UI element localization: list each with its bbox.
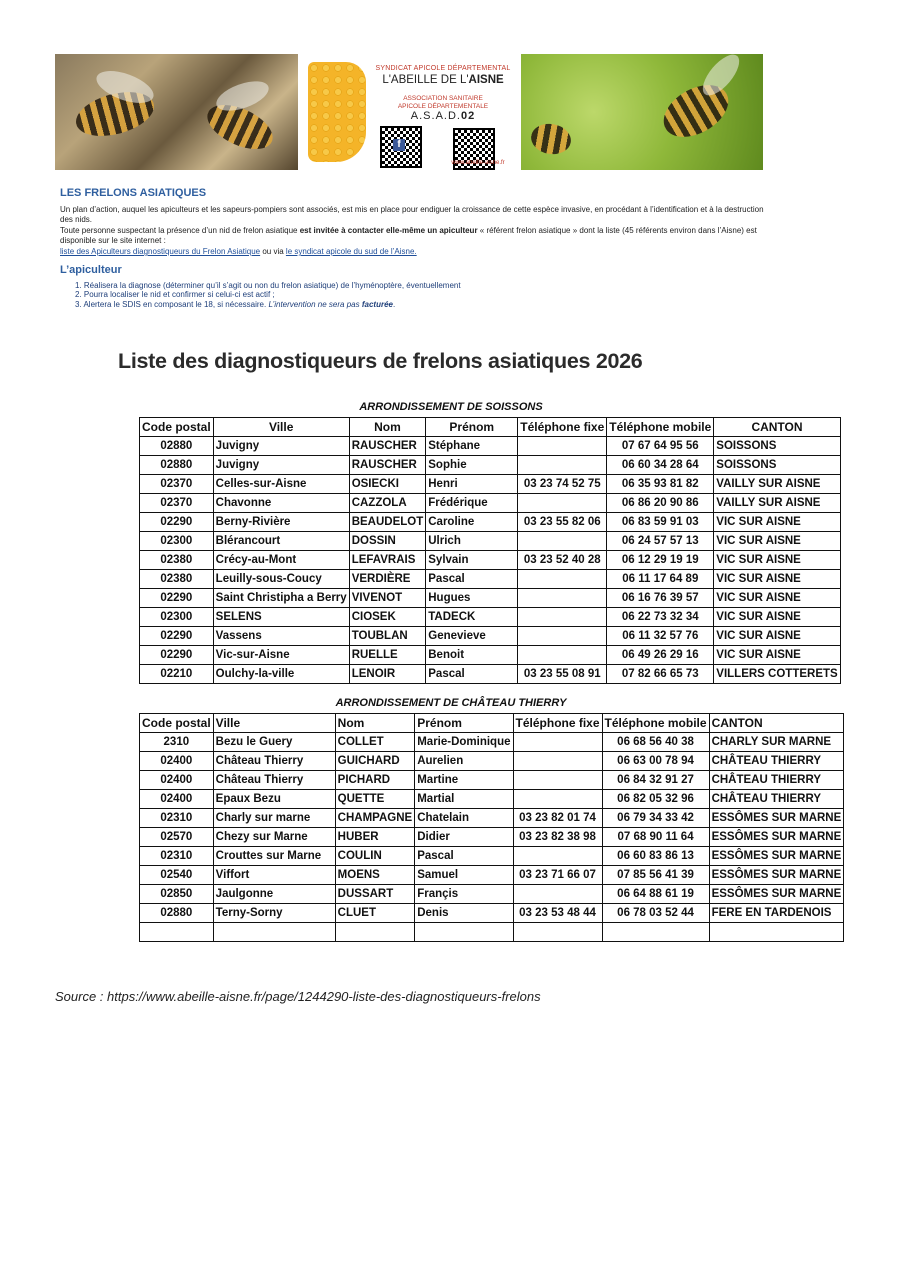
table-cell: 02380 bbox=[140, 570, 214, 589]
table-cell: 06 49 26 29 16 bbox=[607, 646, 714, 665]
column-header: Ville bbox=[213, 418, 349, 437]
table-cell: CIOSEK bbox=[349, 608, 426, 627]
table-cell: Chavonne bbox=[213, 494, 349, 513]
column-header: Téléphone fixe bbox=[513, 714, 602, 733]
link-syndicat-sud-aisne[interactable]: le syndicat apicole du sud de l’Aisne. bbox=[285, 247, 417, 256]
table-cell: 02290 bbox=[140, 589, 214, 608]
section-heading-apiculteur: L’apiculteur bbox=[60, 264, 122, 276]
table-row bbox=[140, 847, 844, 866]
logo-asad: A.S.A.D.02 bbox=[410, 110, 476, 122]
table-cell: 02290 bbox=[140, 627, 214, 646]
table-row bbox=[140, 608, 841, 627]
table-header-row bbox=[140, 714, 844, 733]
table-cell: 06 22 73 32 34 bbox=[607, 608, 714, 627]
table-cell bbox=[518, 437, 607, 456]
table-cell: HUBER bbox=[335, 828, 415, 847]
table-cell: 02400 bbox=[140, 790, 214, 809]
table-cell bbox=[518, 532, 607, 551]
table-cell: Aurelien bbox=[415, 752, 513, 771]
table-cell: 02310 bbox=[140, 809, 214, 828]
column-header: Téléphone mobile bbox=[602, 714, 709, 733]
step-item: 1. Réalisera la diagnose (déterminer qu’il s’agit ou non du frelon asiatique) de l’hyménoptère, éventuellement bbox=[75, 281, 461, 290]
table-cell: Jaulgonne bbox=[213, 885, 335, 904]
table-row bbox=[140, 885, 844, 904]
section-heading-frelons: LES FRELONS ASIATIQUES bbox=[60, 187, 207, 199]
table-row bbox=[140, 809, 844, 828]
table-cell: RAUSCHER bbox=[349, 456, 426, 475]
table-row bbox=[140, 752, 844, 771]
table-cell bbox=[518, 570, 607, 589]
table-cell: 06 35 93 81 82 bbox=[607, 475, 714, 494]
table-cell: 02880 bbox=[140, 437, 214, 456]
table-row bbox=[140, 733, 844, 752]
table-chateau-thierry bbox=[139, 713, 844, 942]
table-cell bbox=[518, 456, 607, 475]
empty-table-row bbox=[140, 923, 844, 942]
header-banner bbox=[55, 54, 763, 170]
table-cell: Henri bbox=[426, 475, 518, 494]
table-cell: Didier bbox=[415, 828, 513, 847]
table-cell: 06 11 32 57 76 bbox=[607, 627, 714, 646]
table-cell: Crécy-au-Mont bbox=[213, 551, 349, 570]
table-cell: 02400 bbox=[140, 771, 214, 790]
table-cell: VIC SUR AISNE bbox=[714, 589, 840, 608]
table-cell: VIC SUR AISNE bbox=[714, 513, 840, 532]
table-cell: 02570 bbox=[140, 828, 214, 847]
table-cell: 06 16 76 39 57 bbox=[607, 589, 714, 608]
table-cell: Ulrich bbox=[426, 532, 518, 551]
table-cell: 02540 bbox=[140, 866, 214, 885]
table-cell: 02210 bbox=[140, 665, 214, 684]
step-item: 2. Pourra localiser le nid et confirmer si celui-ci est actif ; bbox=[75, 290, 275, 300]
table-cell: 06 84 32 91 27 bbox=[602, 771, 709, 790]
page-title: Liste des diagnostiqueurs de frelons asiatiques 2026 bbox=[118, 349, 643, 373]
column-header: Code postal bbox=[140, 714, 214, 733]
table-cell: 02880 bbox=[140, 904, 214, 923]
table-cell: Pascal bbox=[426, 665, 518, 684]
table-cell: 03 23 82 38 98 bbox=[513, 828, 602, 847]
table-cell: Vassens bbox=[213, 627, 349, 646]
table-cell: LENOIR bbox=[349, 665, 426, 684]
facebook-icon: f bbox=[393, 139, 405, 151]
table-cell: VERDIÈRE bbox=[349, 570, 426, 589]
table-cell: ESSÔMES SUR MARNE bbox=[709, 847, 844, 866]
logo-website-url: www.abeille-aisne.fr bbox=[451, 160, 505, 166]
table-cell: LEFAVRAIS bbox=[349, 551, 426, 570]
table-cell bbox=[513, 752, 602, 771]
column-header: Prénom bbox=[415, 714, 513, 733]
table-cell: 02290 bbox=[140, 513, 214, 532]
table-cell: TOUBLAN bbox=[349, 627, 426, 646]
table-cell: CHÂTEAU THIERRY bbox=[709, 771, 844, 790]
column-header: CANTON bbox=[709, 714, 844, 733]
table-cell: 02880 bbox=[140, 456, 214, 475]
table-cell: VIC SUR AISNE bbox=[714, 608, 840, 627]
table-row bbox=[140, 494, 841, 513]
table-row bbox=[140, 646, 841, 665]
table-cell: ESSÔMES SUR MARNE bbox=[709, 828, 844, 847]
table-cell: VAILLY SUR AISNE bbox=[714, 475, 840, 494]
table-cell: SOISSONS bbox=[714, 437, 840, 456]
table-cell: Leuilly-sous-Coucy bbox=[213, 570, 349, 589]
bees-photo-left bbox=[55, 54, 298, 170]
table-cell: Juvigny bbox=[213, 456, 349, 475]
table-soissons bbox=[139, 417, 841, 684]
table-cell: 02370 bbox=[140, 494, 214, 513]
table-cell: Epaux Bezu bbox=[213, 790, 335, 809]
table-cell bbox=[513, 885, 602, 904]
table-cell: CHÂTEAU THIERRY bbox=[709, 752, 844, 771]
table-cell bbox=[513, 847, 602, 866]
table-cell: 02300 bbox=[140, 532, 214, 551]
table-cell: GUICHARD bbox=[335, 752, 415, 771]
table-cell: FERE EN TARDENOIS bbox=[709, 904, 844, 923]
table-cell: 03 23 55 82 06 bbox=[518, 513, 607, 532]
association-logo bbox=[298, 54, 521, 170]
table-cell: 02310 bbox=[140, 847, 214, 866]
link-diagnostiqueurs-list[interactable]: liste des Apiculteurs diagnostiqueurs du Frelon Asiatique bbox=[60, 247, 261, 256]
table-row bbox=[140, 437, 841, 456]
table-cell: 06 83 59 91 03 bbox=[607, 513, 714, 532]
table-cell: Françis bbox=[415, 885, 513, 904]
table-cell: TADECK bbox=[426, 608, 518, 627]
table-cell: Château Thierry bbox=[213, 771, 335, 790]
column-header: Code postal bbox=[140, 418, 214, 437]
column-header: Nom bbox=[335, 714, 415, 733]
table-row bbox=[140, 790, 844, 809]
table-cell: Juvigny bbox=[213, 437, 349, 456]
table-cell: 07 85 56 41 39 bbox=[602, 866, 709, 885]
table-cell: Saint Christipha a Berry bbox=[213, 589, 349, 608]
table-cell: 02400 bbox=[140, 752, 214, 771]
table-cell: 06 79 34 33 42 bbox=[602, 809, 709, 828]
table-cell: VIC SUR AISNE bbox=[714, 646, 840, 665]
table-row bbox=[140, 866, 844, 885]
table-cell: 02380 bbox=[140, 551, 214, 570]
table-cell: 07 67 64 95 56 bbox=[607, 437, 714, 456]
table-row bbox=[140, 828, 844, 847]
table-cell: CHÂTEAU THIERRY bbox=[709, 790, 844, 809]
table-cell: Oulchy-la-ville bbox=[213, 665, 349, 684]
table-cell: VIC SUR AISNE bbox=[714, 570, 840, 589]
table-cell: Samuel bbox=[415, 866, 513, 885]
table-cell: 06 82 05 32 96 bbox=[602, 790, 709, 809]
logo-association-text: ASSOCIATION SANITAIRE APICOLE DÉPARTEMENTALE bbox=[397, 95, 489, 110]
table-cell: 03 23 74 52 75 bbox=[518, 475, 607, 494]
column-header: Ville bbox=[213, 714, 335, 733]
table-cell: Denis bbox=[415, 904, 513, 923]
column-header: Prénom bbox=[426, 418, 518, 437]
table-cell: COULIN bbox=[335, 847, 415, 866]
table-cell bbox=[518, 608, 607, 627]
table-header-row bbox=[140, 418, 841, 437]
table-cell: Marie-Dominique bbox=[415, 733, 513, 752]
table-cell: Stéphane bbox=[426, 437, 518, 456]
table-cell: Genevieve bbox=[426, 627, 518, 646]
table-cell: COLLET bbox=[335, 733, 415, 752]
table-row bbox=[140, 627, 841, 646]
table-cell: 03 23 55 08 91 bbox=[518, 665, 607, 684]
table-cell: Celles-sur-Aisne bbox=[213, 475, 349, 494]
table-row bbox=[140, 589, 841, 608]
table-row bbox=[140, 570, 841, 589]
table-cell: QUETTE bbox=[335, 790, 415, 809]
table-cell: VIVENOT bbox=[349, 589, 426, 608]
table-cell: VIC SUR AISNE bbox=[714, 532, 840, 551]
table-cell: PICHARD bbox=[335, 771, 415, 790]
table-cell: Pascal bbox=[426, 570, 518, 589]
table-row bbox=[140, 771, 844, 790]
table-cell: 06 11 17 64 89 bbox=[607, 570, 714, 589]
table-cell: Benoit bbox=[426, 646, 518, 665]
table-cell: Martial bbox=[415, 790, 513, 809]
table-cell: Martine bbox=[415, 771, 513, 790]
table-cell: Frédérique bbox=[426, 494, 518, 513]
table-cell: Bezu le Guery bbox=[213, 733, 335, 752]
column-header: Téléphone mobile bbox=[607, 418, 714, 437]
table-cell bbox=[513, 790, 602, 809]
table-cell: Terny-Sorny bbox=[213, 904, 335, 923]
table-cell: 07 68 90 11 64 bbox=[602, 828, 709, 847]
table-cell: Sophie bbox=[426, 456, 518, 475]
table-row bbox=[140, 551, 841, 570]
table-cell: 03 23 71 66 07 bbox=[513, 866, 602, 885]
arrondissement-chateau-title: ARRONDISSEMENT DE CHÂTEAU THIERRY bbox=[335, 697, 567, 709]
table-cell: MOENS bbox=[335, 866, 415, 885]
table-cell: DOSSIN bbox=[349, 532, 426, 551]
table-cell: Pascal bbox=[415, 847, 513, 866]
table-cell: CHAMPAGNE bbox=[335, 809, 415, 828]
table-cell: Caroline bbox=[426, 513, 518, 532]
source-note: Source : https://www.abeille-aisne.fr/page/1244290-liste-des-diagnostiqueurs-frelons bbox=[55, 989, 541, 1004]
table-cell: Viffort bbox=[213, 866, 335, 885]
table-cell: 02300 bbox=[140, 608, 214, 627]
contact-paragraph: Toute personne suspectant la présence d’un nid de frelon asiatique est invitée à contacter elle-même un apiculteur « référent frelon asiatique » dont la liste (45 référents environ dans l’Aisne) est disponible sur le site internet : bbox=[60, 226, 757, 245]
table-row bbox=[140, 532, 841, 551]
table-cell: CHARLY SUR MARNE bbox=[709, 733, 844, 752]
table-cell: VAILLY SUR AISNE bbox=[714, 494, 840, 513]
table-cell: 07 82 66 65 73 bbox=[607, 665, 714, 684]
arrondissement-soissons-title: ARRONDISSEMENT DE SOISSONS bbox=[359, 401, 543, 413]
logo-syndicat-text: SYNDICAT APICOLE DÉPARTEMENTAL bbox=[375, 65, 511, 72]
table-cell: 03 23 52 40 28 bbox=[518, 551, 607, 570]
table-cell: VILLERS COTTERETS bbox=[714, 665, 840, 684]
table-row bbox=[140, 513, 841, 532]
table-cell: 02290 bbox=[140, 646, 214, 665]
links-line: liste des Apiculteurs diagnostiqueurs du Frelon Asiatique ou via le syndicat apicole du sud de l’Aisne. bbox=[60, 247, 417, 256]
table-cell: 02370 bbox=[140, 475, 214, 494]
table-cell: Blérancourt bbox=[213, 532, 349, 551]
table-cell bbox=[518, 646, 607, 665]
table-cell: Chezy sur Marne bbox=[213, 828, 335, 847]
column-header: Téléphone fixe bbox=[518, 418, 607, 437]
table-cell: ESSÔMES SUR MARNE bbox=[709, 809, 844, 828]
table-cell: OSIECKI bbox=[349, 475, 426, 494]
honeycomb-map-icon bbox=[308, 62, 366, 162]
table-cell: RAUSCHER bbox=[349, 437, 426, 456]
table-cell: CLUET bbox=[335, 904, 415, 923]
table-cell bbox=[518, 627, 607, 646]
table-row bbox=[140, 456, 841, 475]
column-header: Nom bbox=[349, 418, 426, 437]
bee-photo-right bbox=[521, 54, 763, 170]
intro-paragraph: Un plan d’action, auquel les apiculteurs et les sapeurs-pompiers sont associés, est mis en place pour endiguer la croissance de cette espèce invasive, en procédant à l’identification et à la destruction des nids. bbox=[60, 205, 764, 224]
table-cell: Berny-Rivière bbox=[213, 513, 349, 532]
table-cell: 03 23 53 48 44 bbox=[513, 904, 602, 923]
table-cell: VIC SUR AISNE bbox=[714, 627, 840, 646]
table-cell bbox=[518, 589, 607, 608]
table-cell: CAZZOLA bbox=[349, 494, 426, 513]
table-cell: SOISSONS bbox=[714, 456, 840, 475]
table-cell: VIC SUR AISNE bbox=[714, 551, 840, 570]
table-cell: 02850 bbox=[140, 885, 214, 904]
table-cell: 06 78 03 52 44 bbox=[602, 904, 709, 923]
table-cell: Sylvain bbox=[426, 551, 518, 570]
table-cell: RUELLE bbox=[349, 646, 426, 665]
table-cell: 06 68 56 40 38 bbox=[602, 733, 709, 752]
table-cell: 06 60 34 28 64 bbox=[607, 456, 714, 475]
logo-brand-title: L'ABEILLE DE L'AISNE bbox=[382, 74, 504, 86]
table-cell: 06 86 20 90 86 bbox=[607, 494, 714, 513]
table-cell bbox=[518, 494, 607, 513]
step-item: 3. Alertera le SDIS en composant le 18, si nécessaire. L’intervention ne sera pas facturée. bbox=[75, 299, 396, 309]
table-cell: Chatelain bbox=[415, 809, 513, 828]
table-cell: 06 64 88 61 19 bbox=[602, 885, 709, 904]
table-cell: BEAUDELOT bbox=[349, 513, 426, 532]
table-cell: 06 63 00 78 94 bbox=[602, 752, 709, 771]
table-cell: ESSÔMES SUR MARNE bbox=[709, 866, 844, 885]
table-cell: Château Thierry bbox=[213, 752, 335, 771]
table-cell bbox=[513, 733, 602, 752]
table-row bbox=[140, 475, 841, 494]
table-cell: 2310 bbox=[140, 733, 214, 752]
table-cell: SELENS bbox=[213, 608, 349, 627]
table-cell: Crouttes sur Marne bbox=[213, 847, 335, 866]
table-cell: 06 60 83 86 13 bbox=[602, 847, 709, 866]
table-cell: Vic-sur-Aisne bbox=[213, 646, 349, 665]
table-cell: ESSÔMES SUR MARNE bbox=[709, 885, 844, 904]
table-cell: Hugues bbox=[426, 589, 518, 608]
apiculteur-steps bbox=[75, 281, 461, 309]
table-cell bbox=[513, 771, 602, 790]
table-cell: 03 23 82 01 74 bbox=[513, 809, 602, 828]
table-row bbox=[140, 904, 844, 923]
table-cell: 06 24 57 57 13 bbox=[607, 532, 714, 551]
table-cell: DUSSART bbox=[335, 885, 415, 904]
table-cell: 06 12 29 19 19 bbox=[607, 551, 714, 570]
table-cell: Charly sur marne bbox=[213, 809, 335, 828]
table-row bbox=[140, 665, 841, 684]
column-header: CANTON bbox=[714, 418, 840, 437]
